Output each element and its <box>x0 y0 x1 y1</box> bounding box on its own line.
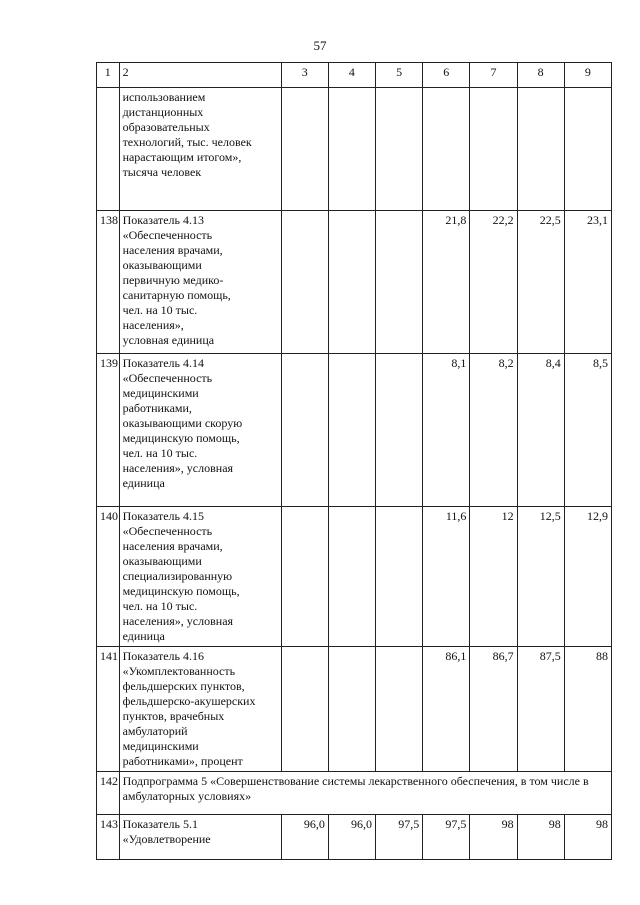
column-header: 2 <box>119 63 281 88</box>
column-header: 1 <box>97 63 120 88</box>
value-cell: 86,1 <box>423 647 470 772</box>
value-cell <box>376 647 423 772</box>
value-cell <box>328 507 375 647</box>
column-header: 5 <box>376 63 423 88</box>
value-cell <box>376 211 423 354</box>
column-header: 4 <box>328 63 375 88</box>
indicator-description: Показатель 4.16 «Укомплектованность фельдшерских пунктов, фельдшерско-акушерских пунктов, врачебных амбулаторий медицинскими работниками», процент <box>119 647 281 772</box>
value-cell <box>281 88 328 211</box>
page-number: 57 <box>313 38 327 53</box>
value-cell <box>423 88 470 211</box>
row-number <box>97 88 120 211</box>
value-cell <box>376 507 423 647</box>
table-row <box>97 815 612 860</box>
table-row <box>97 647 612 772</box>
column-header: 8 <box>517 63 564 88</box>
value-cell <box>281 647 328 772</box>
value-cell: 12,5 <box>517 507 564 647</box>
value-cell: 11,6 <box>423 507 470 647</box>
row-number: 142 <box>97 772 120 815</box>
table-row <box>97 507 612 647</box>
column-header: 6 <box>423 63 470 88</box>
table-row <box>97 211 612 354</box>
value-cell <box>281 354 328 507</box>
value-cell: 98 <box>470 815 517 860</box>
table-header-row <box>97 63 612 88</box>
value-cell: 8,4 <box>517 354 564 507</box>
table-row <box>97 354 612 507</box>
value-cell: 96,0 <box>281 815 328 860</box>
value-cell <box>376 88 423 211</box>
value-cell: 8,5 <box>564 354 611 507</box>
value-cell: 97,5 <box>376 815 423 860</box>
value-cell: 97,5 <box>423 815 470 860</box>
row-number: 141 <box>97 647 120 772</box>
column-header: 7 <box>470 63 517 88</box>
value-cell: 98 <box>517 815 564 860</box>
indicator-description: Показатель 5.1 «Удовлетворение <box>119 815 281 860</box>
column-header: 9 <box>564 63 611 88</box>
row-number: 143 <box>97 815 120 860</box>
indicator-description: Показатель 4.13 «Обеспеченность населения врачами, оказывающими первичную медико- санитарную помощь, чел. на 10 тыс. населения», условная единица <box>119 211 281 354</box>
row-number: 139 <box>97 354 120 507</box>
table-row <box>97 772 612 815</box>
value-cell <box>328 88 375 211</box>
value-cell <box>376 354 423 507</box>
value-cell: 12,9 <box>564 507 611 647</box>
row-number: 140 <box>97 507 120 647</box>
value-cell <box>281 507 328 647</box>
value-cell: 96,0 <box>328 815 375 860</box>
row-number: 138 <box>97 211 120 354</box>
value-cell: 23,1 <box>564 211 611 354</box>
value-cell <box>328 211 375 354</box>
value-cell: 87,5 <box>517 647 564 772</box>
indicators-table <box>96 62 612 860</box>
indicator-description: использованием дистанционных образовательных технологий, тыс. человек нарастающим итогом», тысяча человек <box>119 88 281 211</box>
value-cell <box>328 647 375 772</box>
value-cell: 12 <box>470 507 517 647</box>
table-row <box>97 88 612 211</box>
indicator-description: Показатель 4.14 «Обеспеченность медицинскими работниками, оказывающими скорую медицинскую помощь, чел. на 10 тыс. населения», условная единица <box>119 354 281 507</box>
value-cell: 88 <box>564 647 611 772</box>
value-cell <box>470 88 517 211</box>
value-cell <box>328 354 375 507</box>
subprogram-title: Подпрограмма 5 «Совершенствование системы лекарственного обеспечения, в том числе в амбулаторных условиях» <box>119 772 611 815</box>
value-cell: 22,5 <box>517 211 564 354</box>
value-cell: 21,8 <box>423 211 470 354</box>
indicator-description: Показатель 4.15 «Обеспеченность населения врачами, оказывающими специализированную медицинскую помощь, чел. на 10 тыс. населения», условная единица <box>119 507 281 647</box>
value-cell <box>564 88 611 211</box>
value-cell: 22,2 <box>470 211 517 354</box>
value-cell: 8,2 <box>470 354 517 507</box>
column-header: 3 <box>281 63 328 88</box>
value-cell <box>517 88 564 211</box>
value-cell: 98 <box>564 815 611 860</box>
value-cell: 8,1 <box>423 354 470 507</box>
value-cell <box>281 211 328 354</box>
value-cell: 86,7 <box>470 647 517 772</box>
